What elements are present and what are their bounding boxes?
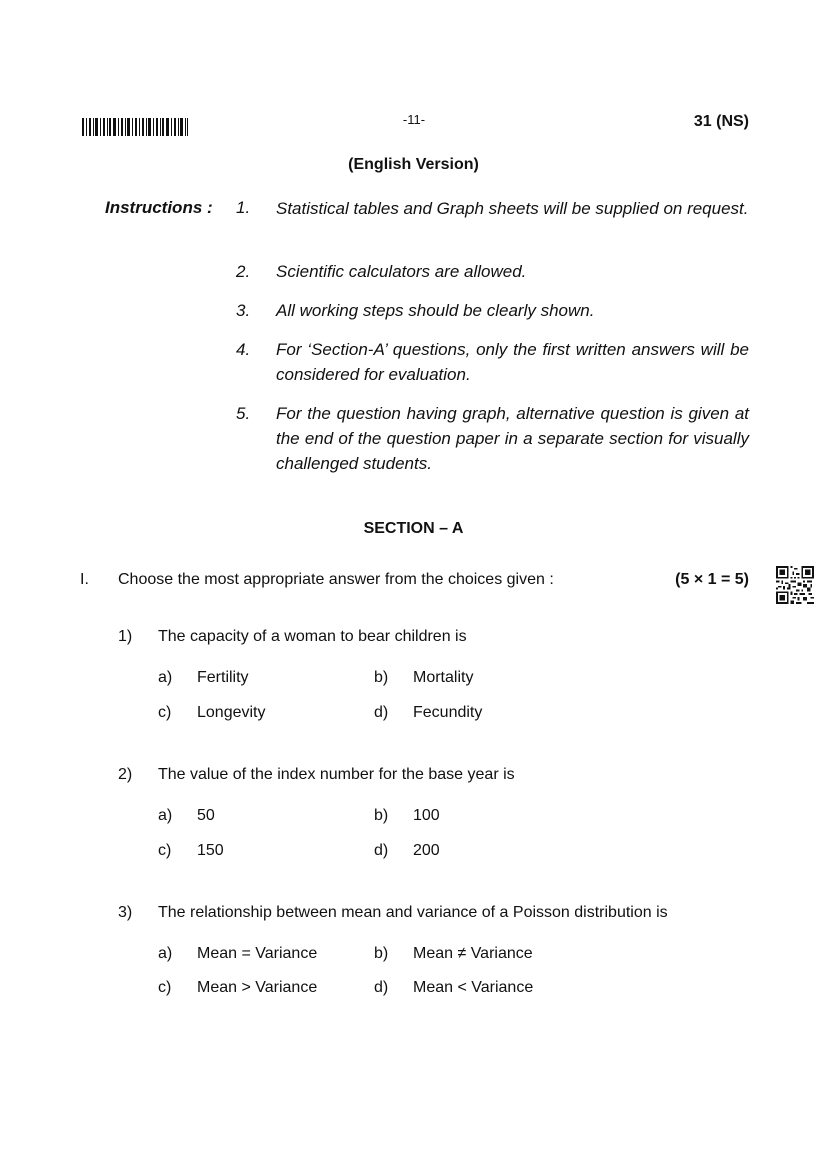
question-number: 2)	[118, 766, 133, 783]
question-text: The relationship between mean and variance of a Poisson distribution is	[158, 904, 668, 921]
option-text: Mortality	[413, 669, 474, 686]
page-number: -11-	[402, 112, 426, 127]
instruction-number: 3.	[236, 301, 251, 320]
option-label: d)	[374, 704, 389, 721]
question-text: The capacity of a woman to bear children is	[158, 628, 467, 645]
barcode	[82, 118, 188, 136]
instruction-text: Statistical tables and Graph sheets will be supplied on request.	[276, 199, 749, 218]
option-label: c)	[158, 979, 172, 996]
option-label: d)	[374, 979, 389, 996]
option-label: a)	[158, 807, 173, 824]
option-text: Mean = Variance	[197, 945, 318, 962]
option-text: Mean < Variance	[413, 979, 534, 996]
option-label: a)	[158, 945, 173, 962]
option-text: Longevity	[197, 704, 266, 721]
instruction-number: 5.	[236, 404, 251, 423]
option-label: b)	[374, 945, 389, 962]
instruction-text: Scientific calculators are allowed.	[276, 262, 527, 281]
option-text: 100	[413, 807, 440, 824]
instruction-text: All working steps should be clearly shown.	[276, 301, 595, 320]
question-group-instruction: Choose the most appropriate answer from the choices given :	[118, 571, 554, 588]
section-title: SECTION – A	[363, 520, 464, 537]
option-text: Mean > Variance	[197, 979, 318, 996]
version-title: (English Version)	[348, 156, 479, 173]
marks-allocation: (5 × 1 = 5)	[675, 571, 749, 588]
instruction-number: 2.	[236, 262, 251, 281]
option-text: Mean ≠ Variance	[413, 945, 533, 962]
option-text: 150	[197, 842, 224, 859]
question-number: 1)	[118, 628, 133, 645]
question-text: The value of the index number for the base year is	[158, 766, 515, 783]
option-label: b)	[374, 669, 389, 686]
instruction-text: For ‘Section-A’ questions, only the first written answers will be considered for evaluation.	[276, 340, 749, 384]
paper-code: 31 (NS)	[693, 113, 749, 130]
question-group-number: I.	[80, 571, 89, 588]
option-label: c)	[158, 842, 172, 859]
instruction-number: 4.	[236, 340, 251, 359]
option-label: c)	[158, 704, 172, 721]
instructions-label: Instructions :	[105, 198, 213, 217]
option-text: Fecundity	[413, 704, 483, 721]
option-text: Fertility	[197, 669, 249, 686]
option-label: b)	[374, 807, 389, 824]
question-number: 3)	[118, 904, 133, 921]
instruction-number: 1.	[236, 198, 251, 217]
qr-code	[776, 566, 814, 604]
instruction-text: For the question having graph, alternative question is given at the end of the question paper in a separate section for visually challenged students.	[276, 404, 749, 473]
option-label: d)	[374, 842, 389, 859]
option-text: 200	[413, 842, 440, 859]
option-label: a)	[158, 669, 173, 686]
option-text: 50	[197, 807, 215, 824]
